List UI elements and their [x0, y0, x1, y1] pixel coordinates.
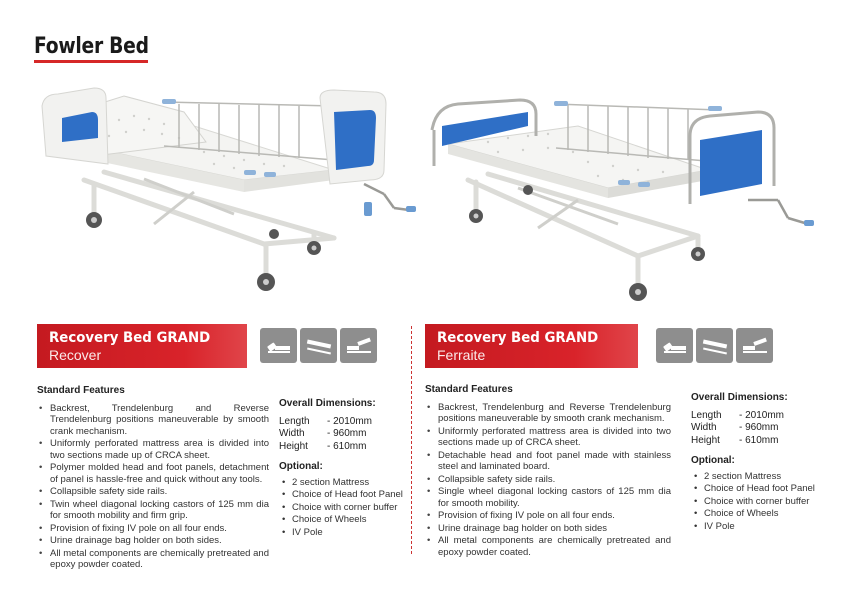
list-item: • Choice of Head foot Panel	[279, 489, 403, 502]
list-item: • Choice with corner buffer	[279, 502, 403, 515]
recover-bed-image	[34, 84, 418, 304]
bed-position-icons	[260, 328, 377, 363]
list-item: • Uniformly perforated mattress area is divided into two sections made up of CRCA sheet.	[37, 438, 269, 461]
optional-heading: Optional:	[691, 455, 735, 466]
dimension-length: Length - 2010mm	[691, 409, 785, 421]
features-heading: Standard Features	[37, 385, 125, 396]
bed-fowler-icon	[340, 328, 377, 363]
product-banner-recover	[37, 324, 247, 368]
list-item: • IV Pole	[279, 527, 403, 540]
product-banner-ferraite	[425, 324, 638, 368]
dimensions-ferraite	[691, 392, 815, 533]
optional-heading: Optional:	[279, 461, 323, 472]
list-item: • Backrest, Trendelenburg and Reverse Trendelenburg positions maneuverable by smooth crank mechanism.	[425, 402, 671, 425]
dimensions-recover	[279, 398, 403, 539]
list-item: • IV Pole	[691, 521, 815, 534]
bed-trendelenburg-icon	[300, 328, 337, 363]
list-item: • All metal components are chemically pretreated and epoxy powder coated.	[37, 548, 269, 571]
list-item: • Choice of Head foot Panel	[691, 483, 815, 496]
dimensions-heading: Overall Dimensions:	[279, 398, 376, 409]
dimension-height: Height - 610mm	[279, 440, 367, 452]
list-item: • 2 section Mattress	[691, 471, 815, 484]
list-item: • Collapsible safety side rails.	[37, 486, 269, 498]
bed-flat-backrest-icon	[656, 328, 693, 363]
bed-fowler-icon	[736, 328, 773, 363]
features-heading: Standard Features	[425, 384, 513, 395]
list-item: • Single wheel diagonal locking castors of 125 mm dia for smooth mobility.	[425, 486, 671, 509]
dimension-height: Height - 610mm	[691, 434, 779, 446]
list-item: • Uniformly perforated mattress area is divided into two sections made up of CRCA sheet.	[425, 426, 671, 449]
product-subtitle: Recover	[49, 347, 102, 363]
list-item: • Choice of Wheels	[691, 508, 815, 521]
list-item: • Collapsible safety side rails.	[425, 474, 671, 486]
list-item: • Detachable head and foot panel made with stainless steel and laminated board.	[425, 450, 671, 473]
dimensions-heading: Overall Dimensions:	[691, 392, 788, 403]
dimension-length: Length - 2010mm	[279, 415, 373, 427]
list-item: • Backrest, Trendelenburg and Reverse Trendelenburg positions maneuverable by smooth crank mechanism.	[37, 403, 269, 438]
title-underline	[34, 60, 148, 63]
list-item: • Provision of fixing IV pole on all four ends.	[425, 510, 671, 522]
page-title: Fowler Bed	[34, 34, 149, 59]
list-item: • All metal components are chemically pretreated and epoxy powder coated.	[425, 535, 671, 558]
list-item: • Urine drainage bag holder on both sides.	[37, 535, 269, 547]
product-subtitle: Ferraite	[437, 347, 486, 363]
bed-flat-backrest-icon	[260, 328, 297, 363]
list-item: • Urine drainage bag holder on both sides	[425, 523, 671, 535]
standard-features-ferraite	[425, 384, 671, 559]
list-item: • 2 section Mattress	[279, 477, 403, 490]
list-item: • Provision of fixing IV pole on all four ends.	[37, 523, 269, 535]
dimension-width: Width - 960mm	[279, 428, 367, 439]
bed-position-icons	[656, 328, 773, 363]
list-item: • Choice with corner buffer	[691, 496, 815, 509]
list-item: • Polymer molded head and foot panels, detachment of panel is hassle-free and quick without any tools.	[37, 462, 269, 485]
list-item: • Choice of Wheels	[279, 514, 403, 527]
product-title: Recovery Bed GRAND	[49, 330, 211, 346]
dimension-width: Width - 960mm	[691, 422, 779, 433]
ferraite-bed-image	[428, 96, 818, 310]
list-item: • Twin wheel diagonal locking castors of 125 mm dia for smooth mobility and firm grip.	[37, 499, 269, 522]
column-divider	[411, 326, 412, 554]
bed-trendelenburg-icon	[696, 328, 733, 363]
product-title: Recovery Bed GRAND	[437, 330, 599, 346]
standard-features-recover	[37, 385, 269, 572]
